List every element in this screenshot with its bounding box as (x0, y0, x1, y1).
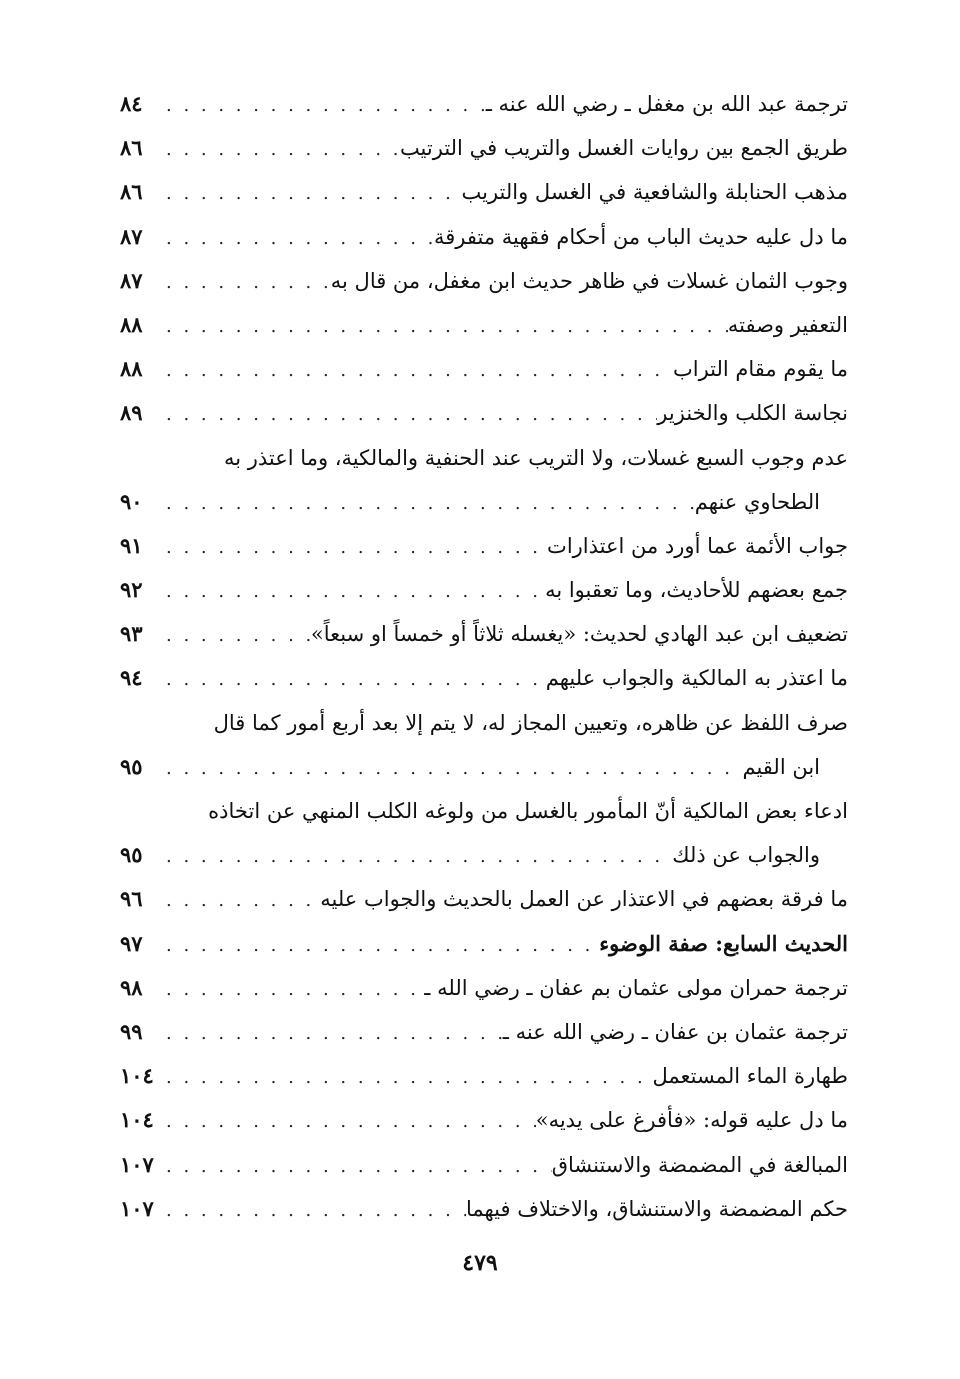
toc-entry-title: ترجمة عثمان بن عفان ـ رضي الله عنه ـ (502, 1019, 848, 1044)
toc-entry (120, 480, 848, 524)
toc-entry-title: ترجمة حمران مولى عثمان بم عفان ـ رضي الله ـ (424, 975, 848, 1000)
toc-entry (120, 303, 848, 347)
toc-entry-title: ترجمة عبد الله بن مغفل ـ رضي الله عنه ـ (485, 92, 848, 116)
toc-entry-page: ٩٠ (120, 488, 143, 514)
toc-entry (120, 1098, 848, 1142)
toc-entry-title: عدم وجوب السبع غسلات، ولا التريب عند الحنفية والمالكية، وما اعتذر به (223, 445, 848, 470)
dot-leader (160, 1056, 652, 1100)
toc-entry-first-line (120, 436, 848, 480)
dot-leader (160, 747, 742, 791)
dot-leader (160, 305, 728, 349)
toc-entry-page: ١٠٤ (120, 1063, 154, 1089)
dot-leader (160, 1012, 503, 1056)
toc-entry-page: ٩١ (120, 532, 143, 558)
toc-entry (120, 612, 848, 656)
toc-entry-title-continuation: والجواب عن ذلك (672, 843, 820, 868)
dot-leader (160, 482, 695, 526)
toc-entry-section-heading (120, 922, 848, 966)
toc-entry-page: ٩٤ (120, 665, 143, 691)
dot-leader (160, 172, 461, 216)
toc-entry (120, 833, 848, 877)
toc-entry (120, 347, 848, 391)
toc-entry-title: المبالغة في المضمضة والاستنشاق (551, 1152, 848, 1177)
toc-entry-title: ما اعتذر به المالكية والجواب عليهم (545, 666, 848, 691)
toc-entry (120, 966, 848, 1010)
table-of-contents (120, 82, 848, 1231)
toc-entry-page: ٨٦ (120, 179, 143, 205)
toc-entry-page: ٨٩ (120, 400, 143, 426)
toc-entry (120, 170, 848, 214)
toc-entry (120, 1143, 848, 1187)
dot-leader (160, 835, 672, 879)
toc-entry-title: طريق الجمع بين روايات الغسل والتريب في الترتيب (399, 136, 848, 161)
toc-entry (120, 215, 848, 259)
toc-entry-page: ٨٦ (120, 135, 143, 161)
toc-entry-page: ٩٥ (120, 753, 143, 779)
toc-entry-first-line (120, 789, 848, 833)
toc-entry (120, 1187, 848, 1231)
toc-entry (120, 568, 848, 612)
dot-leader (160, 879, 320, 923)
dot-leader (160, 1100, 536, 1144)
dot-leader (160, 924, 599, 968)
toc-entry-page: ١٠٤ (120, 1107, 154, 1133)
dot-leader (160, 261, 331, 305)
dot-leader (160, 84, 486, 128)
toc-entry-title: جمع بعضهم للأحاديث، وما تعقبوا به (545, 578, 848, 603)
dot-leader (160, 217, 434, 261)
dot-leader (160, 526, 547, 570)
toc-entry-page: ٨٤ (120, 91, 143, 116)
toc-entry-page: ٨٨ (120, 356, 143, 382)
toc-entry-title: التعفير وصفته (727, 312, 848, 337)
toc-entry-title-continuation: ابن القيم (742, 754, 820, 779)
toc-entry-page: ٩٥ (120, 842, 143, 868)
toc-entry-first-line (120, 701, 848, 745)
toc-entry-title: طهارة الماء المستعمل (652, 1064, 848, 1089)
toc-entry-page: ٨٧ (120, 223, 143, 249)
toc-entry-page: ٨٨ (120, 311, 143, 337)
dot-leader (160, 393, 657, 437)
toc-entry-page: ١٠٧ (120, 1151, 154, 1177)
toc-entry-title: تضعيف ابن عبد الهادي لحديث: «يغسله ثلاثاً أو خمساً او سبعاً» (310, 622, 848, 647)
toc-entry-title: ما يقوم مقام التراب (672, 357, 848, 382)
toc-entry (120, 656, 848, 700)
toc-entry-title: ما دل عليه حديث الباب من أحكام فقهية متفرقة (433, 224, 848, 249)
toc-entry-title: صرف اللفظ عن ظاهره، وتعيين المجاز له، لا يتم إلا بعد أربع أمور كما قال (213, 710, 848, 735)
toc-entry-title: ادعاء بعض المالكية أنّ المأمور بالغسل من ولوغه الكلب المنهي عن اتخاذه (208, 799, 848, 823)
toc-entry-page: ٩٦ (120, 886, 143, 912)
toc-entry (120, 877, 848, 921)
toc-entry-title: حكم المضمضة والاستنشاق، والاختلاف فيهما (465, 1196, 848, 1221)
toc-entry-page: ٩٨ (120, 974, 143, 1000)
toc-entry-title: جواب الأئمة عما أورد من اعتذارات (547, 533, 848, 558)
dot-leader (160, 658, 546, 702)
toc-entry-page: ٩٢ (120, 577, 143, 603)
toc-entry (120, 126, 848, 170)
page-number: ٤٧٩ (462, 1250, 498, 1276)
toc-entry (120, 1010, 848, 1054)
dot-leader (160, 570, 545, 614)
toc-entry-title: الحديث السابع: صفة الوضوء (599, 930, 848, 956)
toc-entry-page: ٩٣ (120, 621, 143, 647)
toc-entry-title-continuation: الطحاوي عنهم (694, 489, 820, 514)
toc-entry-title: وجوب الثمان غسلات في ظاهر حديث ابن مغفل، من قال به (330, 268, 848, 293)
dot-leader (160, 1189, 466, 1233)
toc-entry-title: نجاسة الكلب والخنزير (657, 401, 848, 426)
dot-leader (160, 968, 424, 1012)
toc-entry-page: ٩٧ (120, 930, 143, 956)
dot-leader (160, 1145, 552, 1189)
dot-leader (160, 128, 400, 172)
toc-entry (120, 745, 848, 789)
toc-entry-title: مذهب الحنابلة والشافعية في الغسل والتريب (461, 180, 848, 205)
toc-entry-title: ما دل عليه قوله: «فأفرغ على يديه» (535, 1108, 848, 1133)
toc-entry (120, 259, 848, 303)
toc-entry-page: ٩٩ (120, 1018, 143, 1044)
toc-entry (120, 524, 848, 568)
toc-entry (120, 391, 848, 435)
toc-entry (120, 1054, 848, 1098)
toc-entry (120, 82, 848, 126)
dot-leader (160, 614, 311, 658)
toc-entry-title: ما فرقة بعضهم في الاعتذار عن العمل بالحديث والجواب عليه (320, 887, 848, 912)
dot-leader (160, 349, 673, 393)
toc-entry-page: ٨٧ (120, 267, 143, 293)
toc-entry-page: ١٠٧ (120, 1195, 154, 1221)
